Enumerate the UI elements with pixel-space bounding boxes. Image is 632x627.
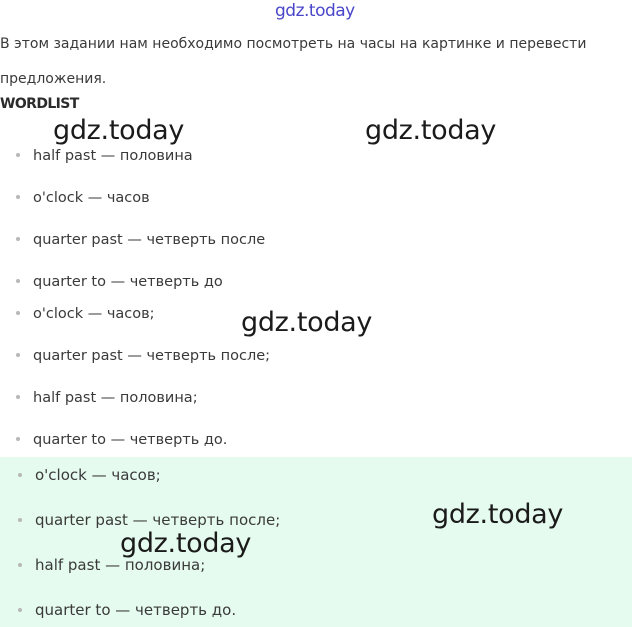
list-item-text: quarter to — четверть до	[33, 274, 223, 290]
list-item-text: o'clock — часов	[33, 190, 150, 206]
bullet-icon	[18, 518, 22, 522]
list-item-text: quarter to — четверть до.	[33, 432, 228, 448]
list-item-text: half past — половина	[33, 148, 193, 164]
watermark: gdz.today	[432, 499, 564, 530]
bullet-icon	[16, 353, 20, 357]
list-item-text: half past — половина;	[33, 390, 198, 406]
bullet-icon	[16, 279, 20, 283]
list-item	[18, 601, 236, 619]
list-item	[16, 232, 265, 248]
watermark: gdz.today	[241, 307, 373, 338]
bullet-icon	[16, 311, 20, 315]
bullet-icon	[16, 395, 20, 399]
bullet-icon	[16, 237, 20, 241]
watermark: gdz.today	[120, 528, 252, 559]
list-item	[18, 466, 161, 484]
watermark-top: gdz.today	[275, 1, 355, 21]
list-item-text: o'clock — часов;	[33, 306, 155, 322]
list-item	[16, 148, 193, 164]
list-item	[16, 432, 227, 448]
list-item	[18, 511, 280, 529]
wordlist-heading: WORDLIST	[0, 96, 79, 112]
bullet-icon	[18, 563, 22, 567]
list-item	[16, 306, 155, 322]
watermark: gdz.today	[365, 115, 497, 146]
bullet-icon	[16, 153, 20, 157]
list-item	[16, 390, 198, 406]
highlighted-answer-box	[0, 457, 632, 627]
intro-text: В этом задании нам необходимо посмотреть на часы на картинке и перевести предложения.	[0, 36, 587, 87]
list-item	[16, 348, 270, 364]
list-item-text: o'clock — часов;	[35, 466, 161, 484]
list-item	[16, 274, 223, 290]
list-item-text: quarter past — четверть после;	[33, 348, 271, 364]
list-item-text: quarter past — четверть после	[33, 232, 266, 248]
bullet-icon	[16, 195, 20, 199]
bullet-icon	[18, 473, 22, 477]
bullet-icon	[16, 437, 20, 441]
list-item-text: half past — половина;	[35, 556, 206, 574]
list-item-text: quarter to — четверть до.	[35, 601, 237, 619]
list-item	[16, 190, 150, 206]
watermark: gdz.today	[53, 115, 185, 146]
list-item-text: quarter past — четверть после;	[35, 511, 281, 529]
bullet-icon	[18, 608, 22, 612]
